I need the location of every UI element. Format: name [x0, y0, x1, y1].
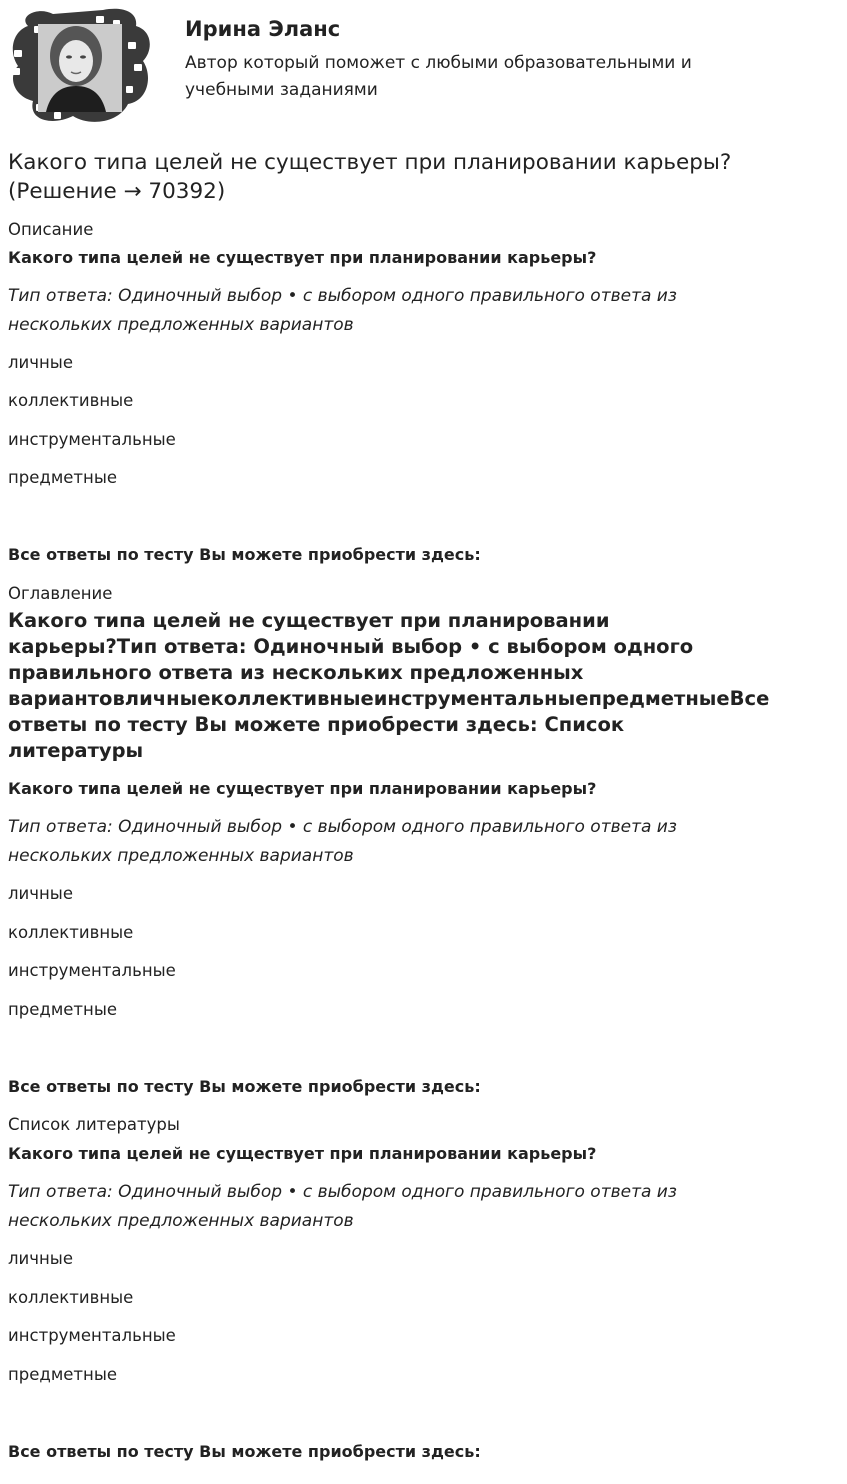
option-item: предметные: [8, 468, 117, 487]
toc-line: Какого типа целей не существует при планировании: [8, 609, 610, 632]
answer-type-line: Тип ответа: Одиночный выбор • с выбором одного правильного ответа из: [8, 817, 677, 837]
option-item: коллективные: [8, 391, 134, 410]
toc-line: ответы по тесту Вы можете приобрести здесь: Список: [8, 713, 625, 736]
answer-type: [8, 813, 788, 870]
question-heading: Какого типа целей не существует при планировании карьеры?: [8, 1144, 597, 1163]
author-description-line: Автор который поможет с любыми образовательными и: [185, 53, 692, 73]
option-item: инструментальные: [8, 961, 176, 980]
option-item: личные: [8, 1249, 73, 1268]
option-item: инструментальные: [8, 1326, 176, 1345]
answer-type-line: нескольких предложенных вариантов: [8, 845, 354, 866]
author-header: [8, 6, 847, 126]
page-title: [8, 148, 838, 206]
section-label-literature: Список литературы: [8, 1115, 180, 1134]
answer-type: [8, 1178, 788, 1235]
section-label-toc: Оглавление: [8, 584, 113, 603]
question-heading: Какого типа целей не существует при планировании карьеры?: [8, 779, 597, 798]
answer-type-line: Тип ответа: Одиночный выбор • с выбором одного правильного ответа из: [8, 1182, 677, 1202]
page-title-line: (Решение → 70392): [8, 179, 226, 204]
purchase-link-text[interactable]: Все ответы по тесту Вы можете приобрести здесь:: [8, 1077, 481, 1096]
option-item: коллективные: [8, 1288, 134, 1307]
section-label-description: Описание: [8, 220, 94, 239]
answer-type: [8, 282, 788, 339]
question-heading: Какого типа целей не существует при планировании карьеры?: [8, 248, 597, 267]
option-item: предметные: [8, 1000, 117, 1019]
author-description-line: учебными заданиями: [185, 80, 378, 100]
option-item: предметные: [8, 1365, 117, 1384]
purchase-link-text[interactable]: Все ответы по тесту Вы можете приобрести здесь:: [8, 1442, 481, 1461]
purchase-link-text[interactable]: Все ответы по тесту Вы можете приобрести здесь:: [8, 545, 481, 564]
answer-type-line: Тип ответа: Одиночный выбор • с выбором одного правильного ответа из: [8, 286, 677, 306]
option-item: личные: [8, 353, 73, 372]
toc-line: вариантовличныеколлективныеинструментальныепредметныеВсе: [8, 687, 770, 710]
author-avatar-icon: [8, 6, 153, 126]
page-title-line: Какого типа целей не существует при планировании карьеры?: [8, 150, 732, 175]
author-name: Ирина Эланс: [185, 17, 341, 41]
answer-type-line: нескольких предложенных вариантов: [8, 1210, 354, 1231]
toc-line: правильного ответа из нескольких предложенных: [8, 661, 584, 684]
answer-type-line: нескольких предложенных вариантов: [8, 314, 354, 335]
option-item: коллективные: [8, 923, 134, 942]
toc-line: литературы: [8, 739, 144, 762]
author-description: [185, 50, 805, 104]
toc-line: карьеры?Тип ответа: Одиночный выбор • с выбором одного: [8, 635, 694, 658]
option-item: инструментальные: [8, 430, 176, 449]
option-item: личные: [8, 884, 73, 903]
toc-summary: [8, 608, 847, 764]
